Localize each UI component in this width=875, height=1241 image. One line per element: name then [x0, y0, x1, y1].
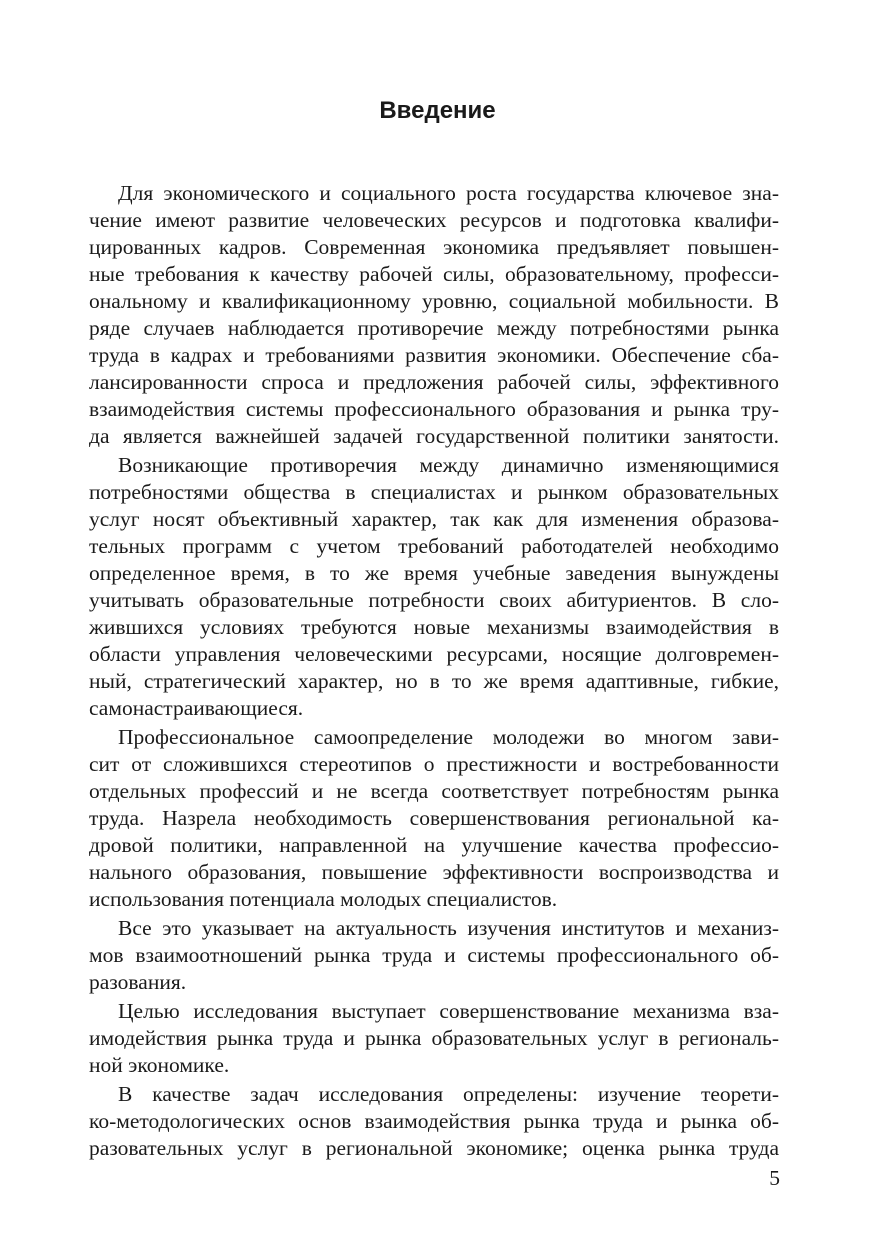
text-line: Целью исследования выступает совершенствование механизма вза-: [118, 999, 779, 1023]
text-line: В качестве задач исследования определены: изучение теорети-: [118, 1082, 779, 1106]
text-line: да является важнейшей задачей государственной политики занятости.: [89, 424, 779, 448]
page-title: Введение: [379, 97, 496, 124]
text-line: ные требования к качеству рабочей силы, образовательному, професси-: [89, 262, 779, 286]
text-line: лансированности спроса и предложения рабочей силы, эффективного: [89, 370, 779, 394]
page-number: 5: [769, 1166, 780, 1190]
text-line: ной экономике.: [89, 1053, 230, 1077]
text-line: мов взаимоотношений рынка труда и системы профессионального об-: [89, 943, 779, 967]
text-line: определенное время, в то же время учебные заведения вынуждены: [89, 561, 779, 585]
text-line: разования.: [89, 970, 187, 994]
text-line: сит от сложившихся стереотипов о престижности и востребованности: [89, 752, 779, 776]
text-line: ный, стратегический характер, но в то же время адаптивные, гибкие,: [89, 669, 779, 693]
text-line: услуг носят объективный характер, так как для изменения образова-: [89, 507, 779, 531]
text-line: чение имеют развитие человеческих ресурсов и подготовка квалифи-: [89, 208, 779, 232]
text-line: Все это указывает на актуальность изучения институтов и механиз-: [118, 916, 779, 940]
text-line: Для экономического и социального роста государства ключевое зна-: [118, 181, 779, 205]
text-line: Профессиональное самоопределение молодежи во многом зави-: [118, 725, 779, 749]
text-line: ряде случаев наблюдается противоречие между потребностями рынка: [89, 316, 779, 340]
text-line: учитывать образовательные потребности своих абитуриентов. В сло-: [89, 588, 779, 612]
text-line: потребностями общества в специалистах и рынком образовательных: [89, 480, 779, 504]
text-line: ко-методологических основ взаимодействия рынка труда и рынка об-: [89, 1109, 779, 1133]
text-line: дровой политики, направленной на улучшение качества профессио-: [89, 833, 779, 857]
text-line: Возникающие противоречия между динамично изменяющимися: [118, 453, 779, 477]
text-line: ональному и квалификационному уровню, социальной мобильности. В: [89, 289, 779, 313]
text-line: жившихся условиях требуются новые механизмы взаимодействия в: [89, 615, 779, 639]
text-line: труда. Назрела необходимость совершенствования региональной ка-: [89, 806, 779, 830]
text-line: имодействия рынка труда и рынка образовательных услуг в региональ-: [89, 1026, 779, 1050]
text-line: разовательных услуг в региональной экономике; оценка рынка труда: [89, 1136, 779, 1160]
text-line: самонастраивающиеся.: [89, 696, 304, 720]
text-line: труда в кадрах и требованиями развития экономики. Обеспечение сба-: [89, 343, 779, 367]
text-line: использования потенциала молодых специалистов.: [89, 887, 558, 911]
text-line: нального образования, повышение эффективности воспроизводства и: [89, 860, 779, 884]
text-line: цированных кадров. Современная экономика предъявляет повышен-: [89, 235, 779, 259]
text-line: области управления человеческими ресурсами, носящие долговремен-: [89, 642, 779, 666]
text-line: взаимодействия системы профессионального образования и рынка тру-: [89, 397, 779, 421]
text-line: отдельных профессий и не всегда соответствует потребностям рынка: [89, 779, 779, 803]
text-line: тельных программ с учетом требований работодателей необходимо: [89, 534, 779, 558]
